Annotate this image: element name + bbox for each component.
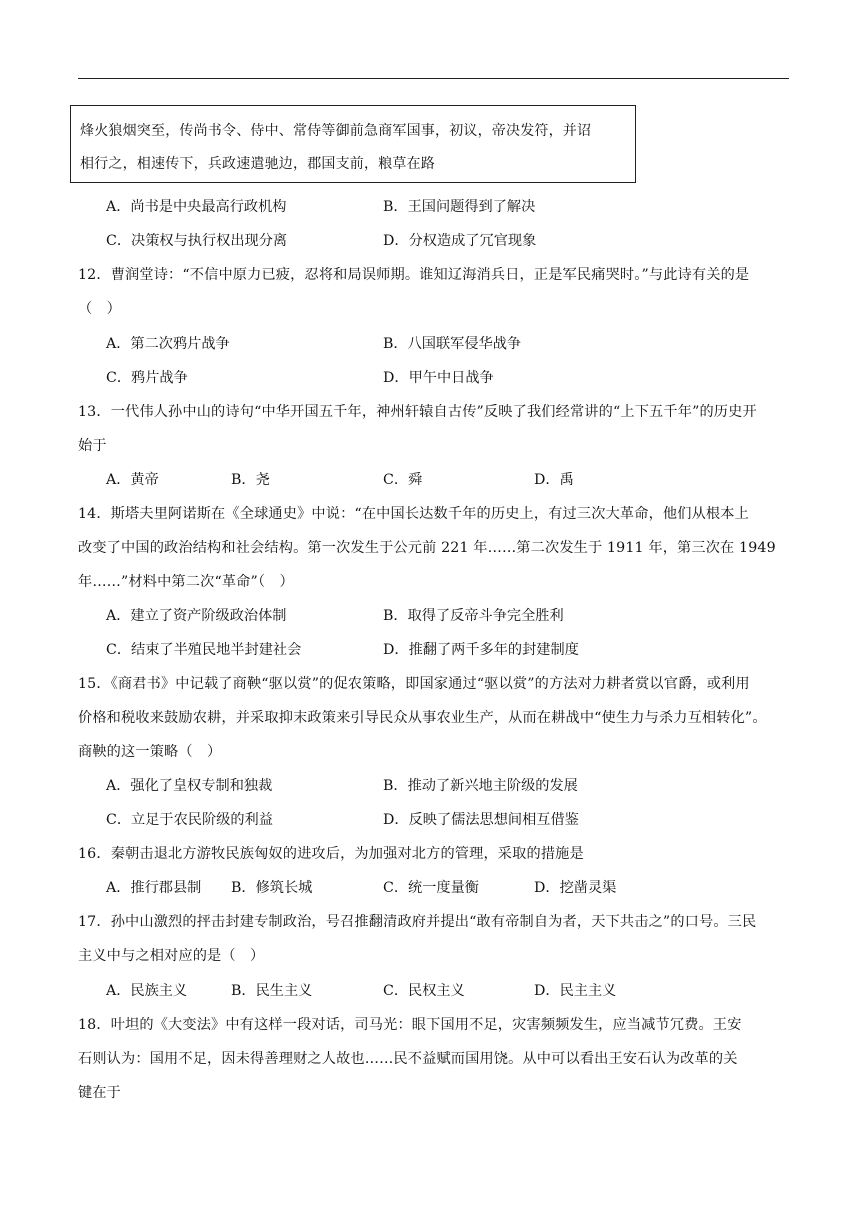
q17-option-b[interactable]: B．民生主义 (231, 983, 313, 999)
q17-stem-line-1: 17．孙中山激烈的抨击封建专制政治，号召推翻清政府并提出“敢有帝制自为者，天下共击之”的口号。三民 (78, 914, 757, 930)
q11-option-d[interactable]: D．分权造成了冗官现象 (383, 233, 537, 249)
q17-option-a[interactable]: A．民族主义 (106, 983, 188, 999)
q14-option-a[interactable]: A．建立了资产阶级政治体制 (106, 608, 287, 624)
q15-stem-line-2: 价格和税收来鼓励农耕，并采取抑末政策来引导民众从事农业生产，从而在耕战中“使生力与杀力互相转化”。 (78, 710, 767, 726)
q14-option-c[interactable]: C．结束了半殖民地半封建社会 (106, 642, 302, 658)
q17-option-d[interactable]: D．民主主义 (534, 983, 617, 999)
q14-stem-line-3: 年……”材料中第二次“革命”（ ） (78, 574, 294, 590)
source-line-1: 烽火狼烟突至，传尚书令、侍中、常侍等御前急商军国事，初议，帝决发符，并诏 (80, 123, 592, 139)
q13-option-d[interactable]: D．禹 (534, 472, 574, 488)
q15-option-b[interactable]: B．推动了新兴地主阶级的发展 (383, 778, 578, 794)
q13-option-c[interactable]: C．舜 (383, 472, 423, 488)
q16-option-c[interactable]: C．统一度量衡 (383, 880, 479, 896)
q13-option-a[interactable]: A．黄帝 (106, 472, 159, 488)
q11-option-b[interactable]: B．王国问题得到了解决 (383, 199, 536, 215)
q14-option-d[interactable]: D．推翻了两千多年的封建制度 (383, 642, 579, 658)
q12-option-a[interactable]: A．第二次鸦片战争 (106, 336, 230, 352)
q12-option-d[interactable]: D．甲午中日战争 (383, 370, 494, 386)
q12-stem-line-1: 12．曹润堂诗：“不信中原力已疲，忍将和局误师期。谁知辽海消兵日，正是军民痛哭时。”与此诗有关的是 (78, 267, 750, 283)
q18-stem-line-3: 键在于 (78, 1085, 122, 1101)
source-line-2: 相行之，相速传下，兵政速遣驰边，郡国支前，粮草在路 (80, 156, 435, 172)
q14-stem-line-1: 14．斯塔夫里阿诺斯在《全球通史》中说：“在中国长达数千年的历史上，有过三次大革命，他们从根本上 (78, 506, 749, 522)
q15-option-d[interactable]: D．反映了儒法思想间相互借鉴 (383, 812, 579, 828)
q12-option-c[interactable]: C．鸦片战争 (106, 370, 188, 386)
q13-stem-line-1: 13．一代伟人孙中山的诗句“中华开国五千年，神州轩辕自古传”反映了我们经常讲的“上下五千年”的历史开 (78, 404, 757, 420)
q15-option-c[interactable]: C．立足于农民阶级的利益 (106, 812, 273, 828)
q15-stem-line-3: 商鞅的这一策略（ ） (78, 744, 222, 760)
q16-stem-line-1: 16．秦朝击退北方游牧民族匈奴的进攻后，为加强对北方的管理，采取的措施是 (78, 846, 584, 862)
q16-option-d[interactable]: D．挖凿灵渠 (534, 880, 617, 896)
q16-option-b[interactable]: B．修筑长城 (231, 880, 313, 896)
q14-option-b[interactable]: B．取得了反帝斗争完全胜利 (383, 608, 564, 624)
q18-stem-line-1: 18．叶坦的《大变法》中有这样一段对话，司马光：眼下国用不足，灾害频频发生，应当减节冗费。王安 (78, 1017, 742, 1033)
q14-stem-line-2: 改变了中国的政治结构和社会结构。第一次发生于公元前 221 年……第二次发生于 1911 年，第三次在 1949 (78, 540, 776, 556)
q13-option-b[interactable]: B．尧 (231, 472, 270, 488)
q17-stem-line-2: 主义中与之相对应的是（ ） (78, 948, 265, 964)
header-rule (78, 78, 789, 79)
q12-option-b[interactable]: B．八国联军侵华战争 (383, 336, 522, 352)
q11-option-a[interactable]: A．尚书是中央最高行政机构 (106, 199, 287, 215)
q17-option-c[interactable]: C．民权主义 (383, 983, 465, 999)
q12-stem-line-2: （ ） (78, 301, 122, 317)
source-material-box (70, 105, 636, 183)
q13-stem-line-2: 始于 (78, 438, 107, 454)
q18-stem-line-2: 石则认为：国用不足，因未得善理财之人故也……民不益赋而国用饶。从中可以看出王安石认为改革的关 (78, 1051, 738, 1067)
q15-stem-line-1: 15．《商君书》中记载了商鞅“驱以赏”的促农策略，即国家通过“驱以赏”的方法对力耕者赏以官爵，或利用 (78, 676, 750, 692)
q15-option-a[interactable]: A．强化了皇权专制和独裁 (106, 778, 273, 794)
q16-option-a[interactable]: A．推行郡县制 (106, 880, 202, 896)
q11-option-c[interactable]: C．决策权与执行权出现分离 (106, 233, 288, 249)
